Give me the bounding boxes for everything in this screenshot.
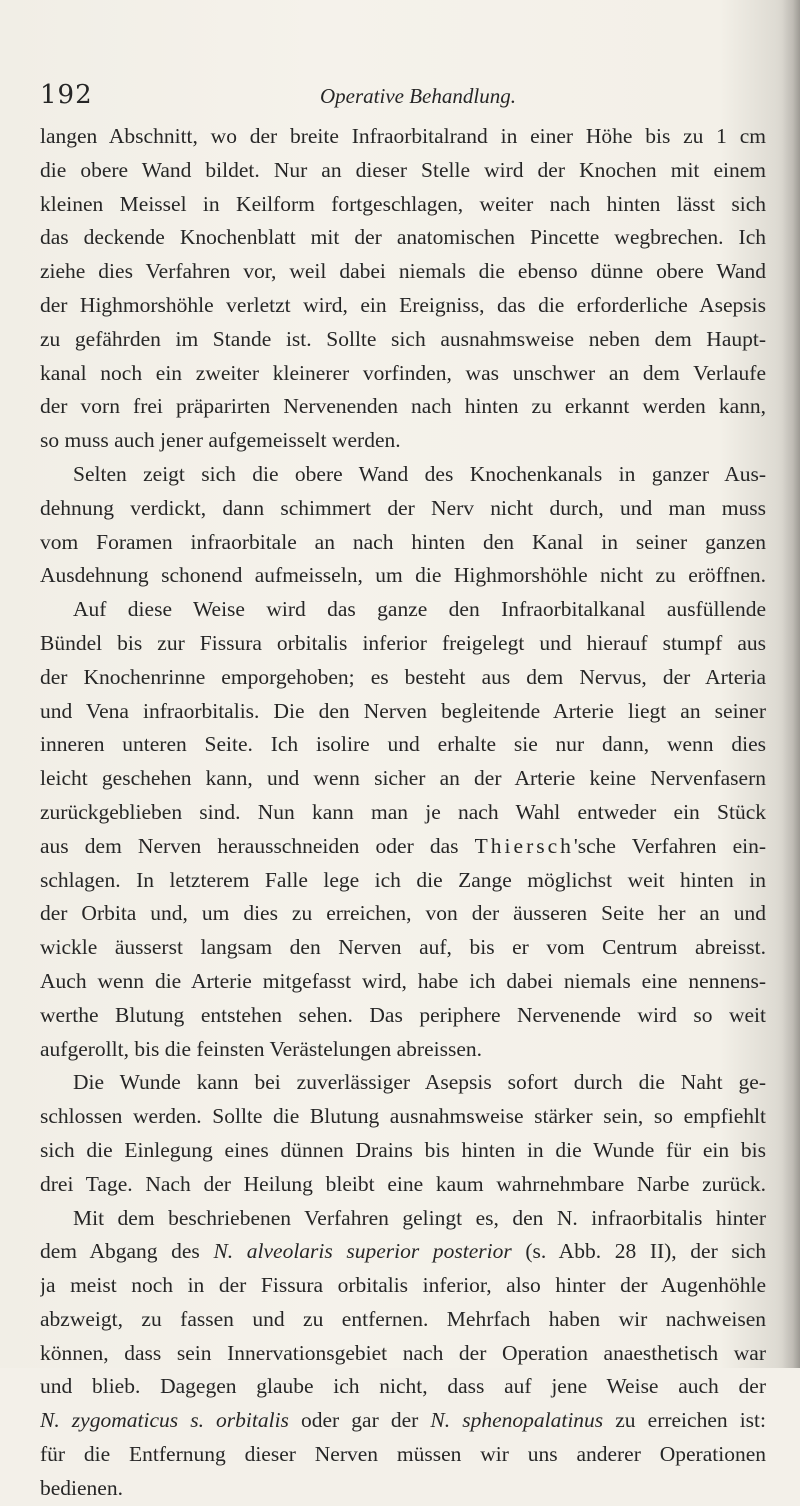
text-segment: inneren unteren Seite. Ich isolire und erhalte sie nur dann, wenn dies <box>40 732 766 757</box>
text-segment: oder gar der <box>288 1408 431 1433</box>
text-segment: Mit dem beschriebenen Verfahren gelingt es, den N. infraorbitalis hinter <box>73 1205 766 1230</box>
text-segment: Auch wenn die Arterie mitgefasst wird, habe ich dabei niemals eine nennens- <box>40 968 766 993</box>
text-segment: werthe Blutung entstehen sehen. Das periphere Nervenende wird so weit <box>40 1002 766 1027</box>
text-segment: (s. Abb. 28 II), der sich <box>511 1239 766 1264</box>
text-segment: Ausdehnung schonend aufmeisseln, um die Highmorshöhle nicht zu eröffnen. <box>40 563 766 588</box>
text-segment: schlagen. In letzterem Falle lege ich die Zange möglichst weit hinten in <box>40 867 766 892</box>
text-line <box>40 357 766 391</box>
text-line <box>40 154 766 188</box>
text-line <box>40 289 766 323</box>
text-segment: N. alveolaris superior posterior <box>213 1239 512 1264</box>
text-line <box>40 1202 766 1236</box>
text-line <box>40 1134 766 1168</box>
text-line <box>40 661 766 695</box>
text-line <box>40 965 766 999</box>
text-segment: Thiersch <box>474 833 574 858</box>
text-line <box>40 1066 766 1100</box>
text-segment: und Vena infraorbitalis. Die den Nerven begleitende Arterie liegt an seiner <box>40 698 766 723</box>
text-segment: sich die Einlegung eines dünnen Drains bis hinten in die Wunde für ein bis <box>40 1137 766 1162</box>
text-segment: abzweigt, zu fassen und zu entfernen. Mehrfach haben wir nachweisen <box>40 1306 766 1331</box>
text-line <box>40 897 766 931</box>
text-segment: Selten zeigt sich die obere Wand des Knochenkanals in ganzer Aus- <box>73 461 766 486</box>
text-line <box>40 255 766 289</box>
text-line <box>40 627 766 661</box>
text-segment: ja meist noch in der Fissura orbitalis inferior, also hinter der Augenhöhle <box>40 1273 766 1298</box>
text-line <box>40 424 766 458</box>
text-line <box>40 458 766 492</box>
text-line <box>40 728 766 762</box>
text-segment: und blieb. Dagegen glaube ich nicht, dass auf jene Weise auch der <box>40 1374 766 1399</box>
text-line <box>40 830 766 864</box>
running-title: Operative Behandlung. <box>320 84 516 108</box>
text-segment: zu gefährden im Stande ist. Sollte sich ausnahmsweise neben dem Haupt- <box>40 326 766 351</box>
text-segment: ziehe dies Verfahren vor, weil dabei niemals die ebenso dünne obere Wand <box>40 259 766 284</box>
text-line <box>40 1235 766 1269</box>
text-segment: aus dem Nerven herausschneiden oder das <box>40 833 459 858</box>
text-segment: wickle äusserst langsam den Nerven auf, bis er vom Centrum abreisst. <box>40 935 766 960</box>
text-line <box>40 526 766 560</box>
text-segment: leicht geschehen kann, und wenn sicher an der Arterie keine Nervenfasern <box>40 766 766 791</box>
text-segment: so muss auch jener aufgemeisselt werden. <box>40 428 401 453</box>
text-segment: kleinen Meissel in Keilform fortgeschlagen, weiter nach hinten lässt sich <box>40 191 766 216</box>
page-number: 192 <box>40 80 93 110</box>
text-segment: Die Wunde kann bei zuverlässiger Asepsis sofort durch die Naht ge- <box>73 1070 766 1095</box>
text-line <box>40 695 766 729</box>
text-line <box>40 1472 766 1506</box>
text-segment: der Orbita und, um dies zu erreichen, von der äusseren Seite her an und <box>40 901 766 926</box>
text-line <box>40 1303 766 1337</box>
text-segment: drei Tage. Nach der Heilung bleibt eine kaum wahrnehmbare Narbe zurück. <box>40 1171 766 1196</box>
text-segment: der vorn frei präparirten Nervenenden nach hinten zu erkannt werden kann, <box>40 394 766 419</box>
page-gutter-shadow <box>782 0 800 1368</box>
text-segment: 'sche Verfahren ein- <box>573 833 766 858</box>
text-line <box>40 120 766 154</box>
text-line <box>40 188 766 222</box>
text-segment: aufgerollt, bis die feinsten Verästelungen abreissen. <box>40 1036 483 1061</box>
text-segment: vom Foramen infraorbitale an nach hinten den Kanal in seiner ganzen <box>40 529 766 554</box>
text-segment: schlossen werden. Sollte die Blutung ausnahmsweise stärker sein, so empfiehlt <box>40 1104 766 1129</box>
text-line <box>40 1168 766 1202</box>
text-line <box>40 1337 766 1371</box>
text-segment: der Highmorshöhle verletzt wird, ein Ereigniss, das die erforderliche Asepsis <box>40 292 766 317</box>
text-segment: dem Abgang des <box>40 1239 200 1264</box>
text-line <box>40 492 766 526</box>
text-segment: können, dass sein Innervationsgebiet nach der Operation anaesthetisch war <box>40 1340 766 1365</box>
text-line <box>40 796 766 830</box>
text-line <box>40 931 766 965</box>
text-segment: bedienen. <box>40 1475 123 1500</box>
text-segment: zu erreichen ist: <box>603 1408 766 1433</box>
text-segment: Bündel bis zur Fissura orbitalis inferior freigelegt und hierauf stumpf aus <box>40 630 766 655</box>
text-segment: kanal noch ein zweiter kleinerer vorfinden, was unschwer an dem Verlaufe <box>40 360 766 385</box>
text-segment: die obere Wand bildet. Nur an dieser Stelle wird der Knochen mit einem <box>40 157 766 182</box>
text-line <box>40 864 766 898</box>
text-segment: der Knochenrinne emporgehoben; es besteht aus dem Nervus, der Arteria <box>40 664 766 689</box>
text-line <box>40 390 766 424</box>
text-segment: Auf diese Weise wird das ganze den Infraorbitalkanal ausfüllende <box>73 597 766 622</box>
text-line <box>40 559 766 593</box>
text-line <box>40 1100 766 1134</box>
text-segment: N. sphenopalatinus <box>430 1408 604 1433</box>
text-segment: zurückgeblieben sind. Nun kann man je nach Wahl entweder ein Stück <box>40 799 766 824</box>
text-line <box>40 999 766 1033</box>
text-line <box>40 762 766 796</box>
text-segment: das deckende Knochenblatt mit der anatomischen Pincette wegbrechen. Ich <box>40 225 766 250</box>
text-segment: langen Abschnitt, wo der breite Infraorbitalrand in einer Höhe bis zu 1 cm <box>40 124 766 148</box>
text-line <box>40 323 766 357</box>
text-segment: N. zygomaticus s. orbitalis <box>40 1408 289 1433</box>
body-text <box>40 120 766 1506</box>
text-line <box>40 1033 766 1067</box>
text-segment: für die Entfernung dieser Nerven müssen wir uns anderer Operationen <box>40 1442 766 1467</box>
text-line <box>40 1438 766 1472</box>
text-line <box>40 1370 766 1404</box>
page-header <box>40 80 760 120</box>
text-line <box>40 221 766 255</box>
text-line <box>40 593 766 627</box>
text-line <box>40 1404 766 1438</box>
text-line <box>40 1269 766 1303</box>
text-segment: dehnung verdickt, dann schimmert der Nerv nicht durch, und man muss <box>40 495 766 520</box>
